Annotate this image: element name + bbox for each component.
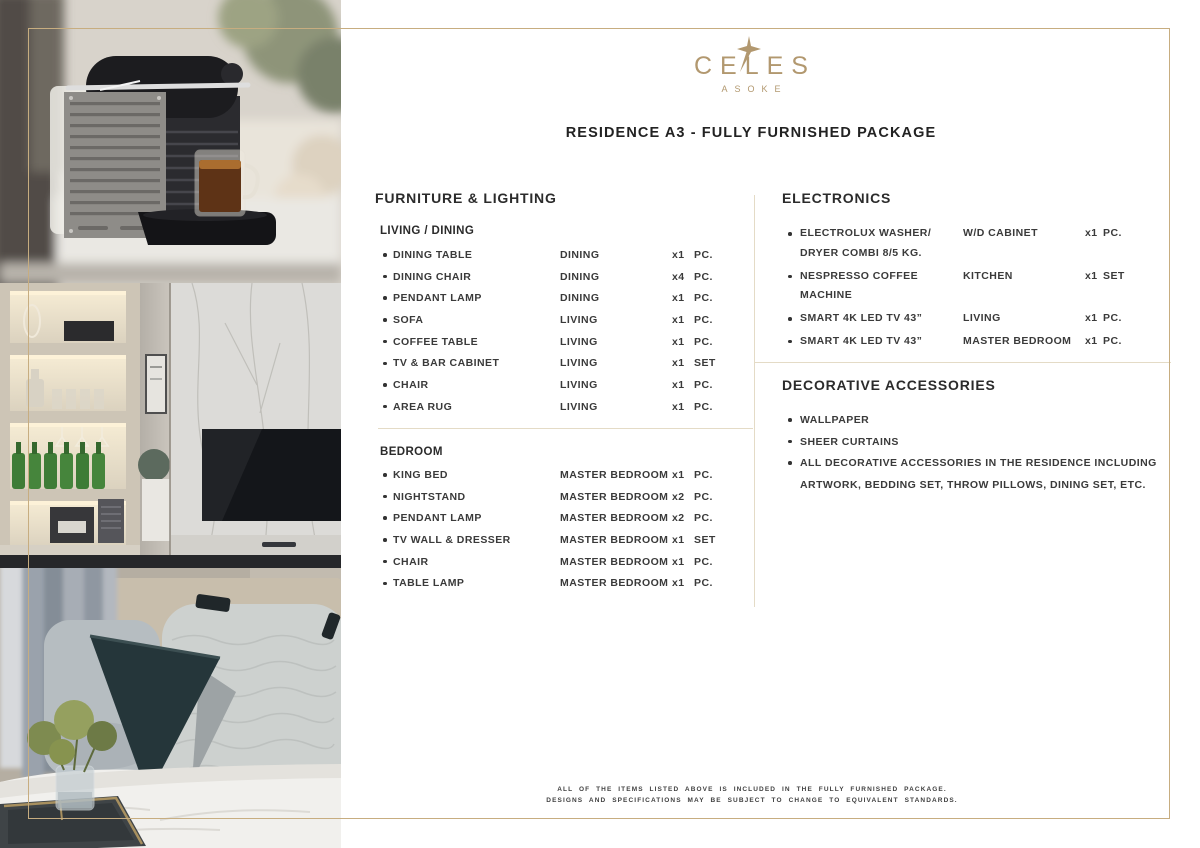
bullet-icon bbox=[383, 275, 387, 279]
bullet-icon bbox=[383, 495, 387, 499]
table-row bbox=[380, 352, 757, 374]
item-unit: PC. bbox=[694, 577, 713, 590]
bullet-icon bbox=[383, 362, 387, 366]
table-row bbox=[380, 331, 757, 353]
bullet-icon bbox=[788, 418, 792, 422]
bullet-icon bbox=[383, 296, 387, 300]
photo-bar-shelves-tv bbox=[0, 283, 341, 568]
brand-name: CELES bbox=[694, 52, 816, 80]
item-name: KING BED bbox=[393, 468, 448, 481]
item-qty: x1 bbox=[672, 357, 685, 370]
item-name: PENDANT LAMP bbox=[393, 292, 482, 305]
footer-disclaimer bbox=[346, 784, 1158, 806]
divider-columns bbox=[754, 195, 755, 607]
item-unit: PC. bbox=[694, 292, 713, 305]
item-qty: x1 bbox=[1085, 312, 1098, 325]
bullet-icon bbox=[788, 275, 792, 279]
item-unit: PC. bbox=[694, 313, 713, 326]
item-unit: PC. bbox=[694, 490, 713, 503]
item-name: TABLE LAMP bbox=[393, 577, 465, 590]
bedroom-image bbox=[0, 568, 341, 848]
divider-electronics-decorative bbox=[755, 362, 1171, 363]
footer-line-1: ALL OF THE ITEMS LISTED ABOVE IS INCLUDED IN THE FULLY FURNISHED PACKAGE. bbox=[557, 786, 947, 793]
item-qty: x1 bbox=[672, 335, 685, 348]
item-room: LIVING bbox=[560, 335, 598, 348]
item-name: SMART 4K LED TV 43” bbox=[800, 334, 923, 347]
item-name: ALL DECORATIVE ACCESSORIES IN THE RESIDENCE INCLUDING ARTWORK, BEDDING SET, THROW PILLOWS, DINING SET, ETC. bbox=[800, 457, 1157, 492]
item-room: LIVING bbox=[560, 378, 598, 391]
item-unit: PC. bbox=[694, 248, 713, 261]
item-name: SOFA bbox=[393, 313, 424, 326]
table-row bbox=[380, 374, 757, 396]
bullet-icon bbox=[383, 538, 387, 542]
item-qty: x1 bbox=[672, 378, 685, 391]
item-room: LIVING bbox=[963, 312, 1001, 325]
photo-column bbox=[0, 0, 341, 848]
item-qty: x1 bbox=[672, 468, 685, 481]
item-room: MASTER BEDROOM bbox=[560, 555, 669, 568]
item-unit: PC. bbox=[694, 512, 713, 525]
item-room: MASTER BEDROOM bbox=[560, 490, 669, 503]
table-row bbox=[782, 309, 1172, 329]
item-room: DINING bbox=[560, 292, 600, 305]
item-room: LIVING bbox=[560, 357, 598, 370]
brand-logo bbox=[341, 36, 1161, 94]
bullet-icon bbox=[383, 318, 387, 322]
item-name: NESPRESSO COFFEE MACHINE bbox=[800, 269, 919, 302]
table-row bbox=[782, 224, 1172, 264]
item-qty: x1 bbox=[672, 248, 685, 261]
bullet-icon bbox=[788, 317, 792, 321]
item-qty: x2 bbox=[672, 512, 685, 525]
section-heading-furniture: FURNITURE & LIGHTING bbox=[375, 190, 557, 206]
table-row bbox=[380, 529, 757, 551]
table-row bbox=[380, 266, 757, 288]
item-unit: PC. bbox=[1103, 334, 1122, 347]
group-heading-living-dining: LIVING / DINING bbox=[380, 225, 475, 237]
bullet-icon bbox=[383, 560, 387, 564]
item-unit: PC. bbox=[694, 400, 713, 413]
bullet-icon bbox=[383, 516, 387, 520]
item-name: NIGHTSTAND bbox=[393, 490, 466, 503]
page-title: RESIDENCE A3 - FULLY FURNISHED PACKAGE bbox=[565, 125, 937, 141]
bullet-icon bbox=[383, 383, 387, 387]
table-row bbox=[380, 464, 757, 486]
item-room: MASTER BEDROOM bbox=[560, 533, 669, 546]
living-dining-list bbox=[380, 244, 757, 418]
item-name: COFFEE TABLE bbox=[393, 335, 479, 348]
bullet-icon bbox=[788, 461, 792, 465]
item-qty: x1 bbox=[672, 292, 685, 305]
brand-location: ASOKE bbox=[721, 84, 788, 94]
table-row bbox=[380, 507, 757, 529]
bullet-icon bbox=[788, 440, 792, 444]
item-name: TV WALL & DRESSER bbox=[393, 533, 511, 546]
bullet-icon bbox=[788, 232, 792, 236]
item-qty: x1 bbox=[672, 400, 685, 413]
electronics-list bbox=[782, 224, 1172, 355]
item-name: PENDANT LAMP bbox=[393, 512, 482, 525]
bullet-icon bbox=[383, 340, 387, 344]
item-room: LIVING bbox=[560, 313, 598, 326]
group-heading-bedroom: BEDROOM bbox=[380, 446, 443, 458]
list-item bbox=[782, 453, 1182, 496]
item-room: LIVING bbox=[560, 400, 598, 413]
item-qty: x1 bbox=[672, 533, 685, 546]
item-qty: x1 bbox=[672, 577, 685, 590]
item-qty: x2 bbox=[672, 490, 685, 503]
item-unit: SET bbox=[694, 533, 716, 546]
list-item bbox=[782, 410, 1182, 432]
item-name: AREA RUG bbox=[393, 400, 453, 413]
bullet-icon bbox=[788, 340, 792, 344]
item-qty: x1 bbox=[672, 313, 685, 326]
item-room: W/D CABINET bbox=[963, 227, 1038, 239]
photo-bedroom-pillows bbox=[0, 568, 341, 848]
item-room: DINING bbox=[560, 248, 600, 261]
item-qty: x1 bbox=[1085, 269, 1098, 282]
item-unit: PC. bbox=[694, 335, 713, 348]
table-row bbox=[380, 572, 757, 594]
item-unit: PC. bbox=[694, 468, 713, 481]
item-qty: x4 bbox=[672, 270, 685, 283]
item-name: CHAIR bbox=[393, 555, 429, 568]
item-unit: PC. bbox=[694, 378, 713, 391]
bullet-icon bbox=[383, 473, 387, 477]
table-row bbox=[380, 396, 757, 418]
item-name: DINING TABLE bbox=[393, 248, 473, 261]
table-row bbox=[380, 309, 757, 331]
coffee-machine-image bbox=[0, 0, 341, 283]
item-qty: x1 bbox=[1085, 227, 1098, 239]
item-unit: PC. bbox=[694, 270, 713, 283]
table-row bbox=[782, 267, 1172, 307]
item-room: MASTER BEDROOM bbox=[963, 334, 1072, 347]
item-unit: PC. bbox=[1103, 312, 1122, 325]
sparkle-star-icon bbox=[733, 36, 763, 72]
item-name: SMART 4K LED TV 43” bbox=[800, 312, 923, 325]
section-heading-decorative: DECORATIVE ACCESSORIES bbox=[782, 377, 996, 393]
item-unit: PC. bbox=[694, 555, 713, 568]
list-item bbox=[782, 432, 1182, 454]
bullet-icon bbox=[383, 405, 387, 409]
table-row bbox=[782, 332, 1172, 352]
item-name: CHAIR bbox=[393, 378, 429, 391]
item-room: MASTER BEDROOM bbox=[560, 512, 669, 525]
bar-shelves-image bbox=[0, 283, 341, 568]
photo-coffee-machine bbox=[0, 0, 341, 283]
footer-line-2: DESIGNS AND SPECIFICATIONS MAY BE SUBJECT TO CHANGE TO EQUIVALENT STANDARDS. bbox=[546, 797, 958, 804]
divider-living-bedroom bbox=[378, 428, 753, 429]
item-name: SHEER CURTAINS bbox=[800, 435, 899, 448]
item-room: MASTER BEDROOM bbox=[560, 577, 669, 590]
item-name: TV & BAR CABINET bbox=[393, 357, 500, 370]
item-room: DINING bbox=[560, 270, 600, 283]
item-unit: SET bbox=[1103, 269, 1125, 282]
item-name: DINING CHAIR bbox=[393, 270, 472, 283]
section-heading-electronics: ELECTRONICS bbox=[782, 190, 892, 206]
bedroom-list bbox=[380, 464, 757, 594]
item-unit: PC. bbox=[1103, 227, 1122, 239]
item-unit: SET bbox=[694, 357, 716, 370]
decorative-list bbox=[782, 410, 1182, 497]
item-name: WALLPAPER bbox=[800, 414, 870, 426]
item-qty: x1 bbox=[672, 555, 685, 568]
item-qty: x1 bbox=[1085, 334, 1098, 347]
item-name: ELECTROLUX WASHER/ DRYER COMBI 8/5 KG. bbox=[800, 227, 932, 259]
item-room: MASTER BEDROOM bbox=[560, 468, 669, 481]
table-row bbox=[380, 551, 757, 573]
table-row bbox=[380, 244, 757, 266]
item-room: KITCHEN bbox=[963, 269, 1013, 282]
bullet-icon bbox=[383, 582, 387, 586]
bullet-icon bbox=[383, 253, 387, 257]
table-row bbox=[380, 287, 757, 309]
table-row bbox=[380, 486, 757, 508]
